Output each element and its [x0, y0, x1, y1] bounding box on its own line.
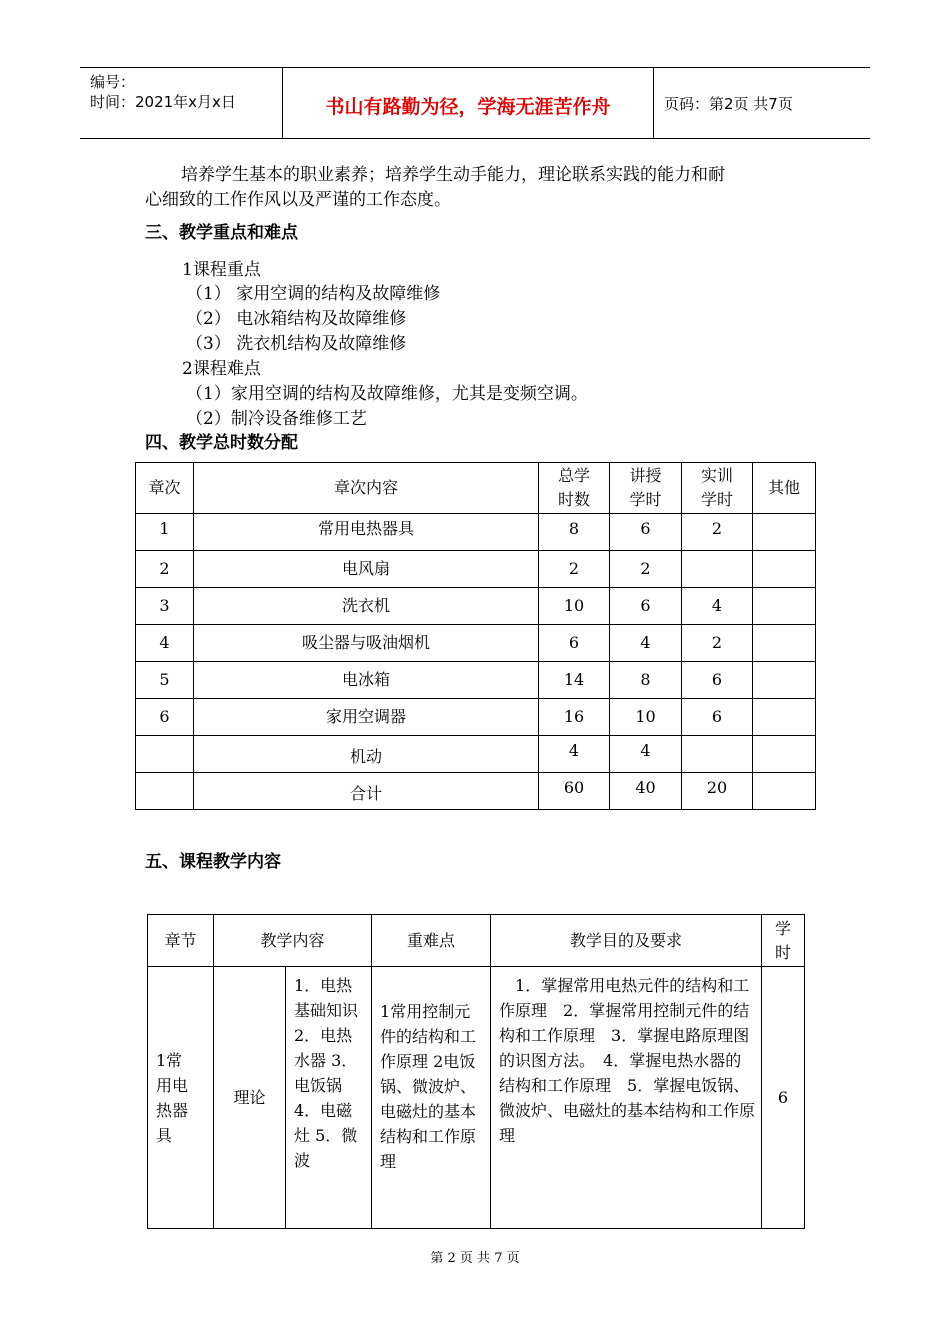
cell: 6 — [539, 625, 610, 662]
table-header-row — [148, 915, 805, 967]
cell: 家用空调器 — [194, 699, 539, 736]
goals-cell: 1．掌握常用电热元件的结构和工作原理 2．掌握常用控制元件的结构和工作原理 3．掌握电路原理图的识图方法。 4．掌握电热水器的结构和工作原理 5．掌握电饭锅、微波炉、电磁灶的基本结构和工作原理 — [491, 967, 762, 1229]
cell: 电冰箱 — [194, 662, 539, 699]
cell: 20 — [682, 773, 753, 810]
cell — [753, 699, 816, 736]
header-motto-cell — [283, 68, 654, 138]
intro-line-1: 培养学生基本的职业素养；培养学生动手能力，理论联系实践的能力和耐 — [181, 165, 725, 185]
cell: 8 — [610, 662, 682, 699]
header-cell: 教学目的及要求 — [491, 915, 762, 967]
cell — [753, 588, 816, 625]
cell: 60 — [539, 773, 610, 810]
header-cell: 实训学时 — [682, 463, 753, 514]
header-cell: 教学内容 — [214, 915, 372, 967]
page-number-label: 页码：第2页 共7页 — [664, 95, 793, 113]
difficulty-item: （1）家用空调的结构及故障维修，尤其是变频空调。 — [186, 384, 588, 404]
header-cell: 章节 — [148, 915, 214, 967]
cell — [753, 662, 816, 699]
table-row — [136, 588, 816, 625]
difficulties-title: 2课程难点 — [182, 359, 261, 379]
header-page-cell — [654, 68, 870, 138]
chapter-cell: 1常用电热器具 — [148, 967, 214, 1229]
cell: 6 — [610, 588, 682, 625]
section-3-title: 三、教学重点和难点 — [145, 223, 298, 243]
cell: 5 — [136, 662, 194, 699]
cell: 10 — [539, 588, 610, 625]
cell — [682, 736, 753, 773]
table-row — [136, 662, 816, 699]
cell — [753, 773, 816, 810]
cell: 吸尘器与吸油烟机 — [194, 625, 539, 662]
cell — [753, 736, 816, 773]
cell: 4 — [136, 625, 194, 662]
cell: 4 — [539, 736, 610, 773]
cell: 4 — [610, 625, 682, 662]
cell: 2 — [136, 551, 194, 588]
doc-number-label: 编号： — [90, 73, 136, 91]
cell: 2 — [682, 625, 753, 662]
cell: 8 — [539, 514, 610, 551]
header-cell: 其他 — [753, 463, 816, 514]
key-point-item: （3） 洗衣机结构及故障维修 — [186, 334, 407, 354]
table-row — [136, 514, 816, 551]
table-row — [136, 736, 816, 773]
cell: 6 — [610, 514, 682, 551]
header-cell: 重难点 — [372, 915, 491, 967]
cell — [136, 773, 194, 810]
cell: 6 — [682, 662, 753, 699]
motto: 书山有路勤为径，学海无涯苦作舟 — [325, 96, 611, 118]
table-header-row — [136, 463, 816, 514]
section-4-title: 四、教学总时数分配 — [145, 433, 298, 453]
table-row — [136, 625, 816, 662]
cell — [753, 625, 816, 662]
cell: 4 — [682, 588, 753, 625]
cell: 机动 — [194, 736, 539, 773]
table-row — [136, 551, 816, 588]
cell — [136, 736, 194, 773]
cell: 2 — [610, 551, 682, 588]
content-cell: 1．电热基础知识 2．电热水器 3．电饭锅 4．电磁灶 5．微波 — [286, 967, 372, 1229]
difficulty-item: （2）制冷设备维修工艺 — [186, 409, 367, 429]
cell: 合计 — [194, 773, 539, 810]
table-row — [148, 967, 805, 1229]
key-difficulty-cell: 1常用控制元件的结构和工作原理 2电饭锅、微波炉、电磁灶的基本结构和工作原理 — [372, 967, 491, 1229]
cell: 2 — [682, 514, 753, 551]
key-point-item: （1） 家用空调的结构及故障维修 — [186, 284, 441, 304]
table-row — [136, 773, 816, 810]
header-meta — [80, 68, 283, 138]
hours-cell: 6 — [762, 967, 805, 1229]
page-header — [80, 67, 870, 139]
cell: 3 — [136, 588, 194, 625]
cell: 洗衣机 — [194, 588, 539, 625]
cell — [753, 551, 816, 588]
hours-allocation-table — [135, 462, 816, 810]
header-cell: 讲授学时 — [610, 463, 682, 514]
cell: 4 — [610, 736, 682, 773]
cell: 2 — [539, 551, 610, 588]
cell: 6 — [136, 699, 194, 736]
section-5-title: 五、课程教学内容 — [145, 852, 281, 872]
key-point-item: （2） 电冰箱结构及故障维修 — [186, 309, 407, 329]
cell: 常用电热器具 — [194, 514, 539, 551]
cell: 电风扇 — [194, 551, 539, 588]
header-cell: 总学时数 — [539, 463, 610, 514]
header-cell: 学时 — [762, 915, 805, 967]
header-cell: 章次 — [136, 463, 194, 514]
cell: 16 — [539, 699, 610, 736]
cell: 14 — [539, 662, 610, 699]
cell: 1 — [136, 514, 194, 551]
header-cell: 章次内容 — [194, 463, 539, 514]
page-footer: 第 2 页 共 7 页 — [430, 1251, 520, 1266]
time-label: 时间：2021年x月x日 — [90, 93, 236, 111]
type-cell: 理论 — [214, 967, 286, 1229]
cell: 6 — [682, 699, 753, 736]
cell — [682, 551, 753, 588]
cell: 40 — [610, 773, 682, 810]
intro-line-2: 心细致的工作作风以及严谨的工作态度。 — [145, 190, 451, 210]
cell — [753, 514, 816, 551]
course-content-table — [147, 914, 805, 1229]
table-row — [136, 699, 816, 736]
key-points-title: 1课程重点 — [182, 260, 261, 280]
cell: 10 — [610, 699, 682, 736]
